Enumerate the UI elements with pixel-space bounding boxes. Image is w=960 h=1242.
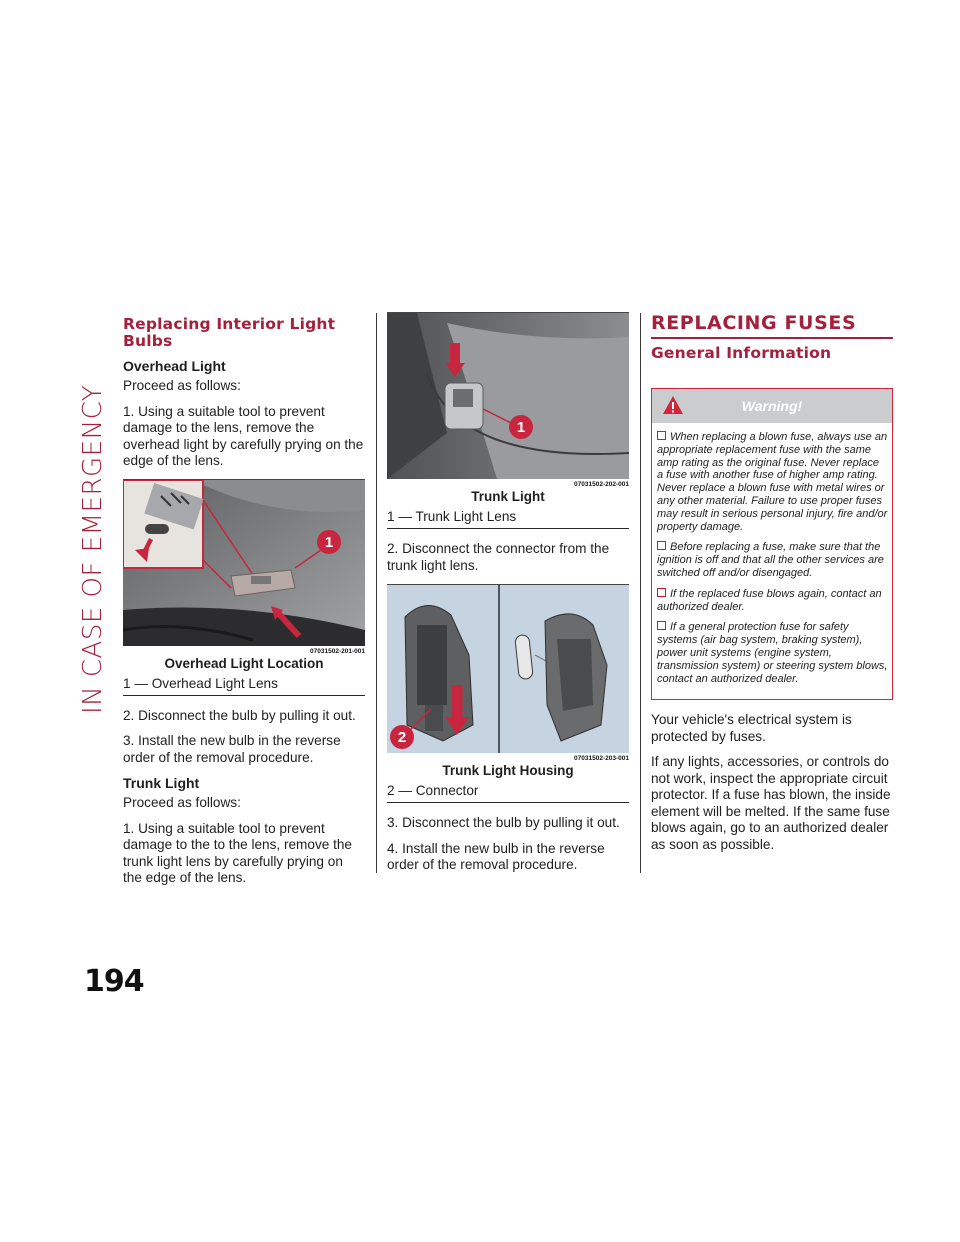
overhead-light-figure [123,479,365,646]
figure-title: Trunk Light Housing [442,763,574,778]
warning-list [652,423,892,699]
main-title: REPLACING FUSES [651,312,893,339]
warning-item [657,431,888,533]
warning-item-text: When replacing a blown fuse, always use an appropriate replacement fuse with the same amp rating as the original fuse. Never replace a fuse with another fuse of higher amp rating. Never replace a blown fuse with metal wires or any other material. Failure to use proper fuses may result in serious personal injury, fire and/or property damage. [657,431,888,533]
trunk-light-figure [387,312,629,479]
section-title: Replacing Interior Light Bulbs [123,315,336,350]
callout-number: 1 [516,419,526,436]
overhead-light-illustration [123,480,365,646]
bullet-box-icon [657,588,666,597]
figure-title: Trunk Light [471,489,545,504]
warning-item-text: If the replaced fuse blows again, contact an authorized dealer. [657,587,882,613]
figure-code: 07031502-202-001 [574,481,629,488]
sub-title: General Information [651,344,832,362]
column-3 [651,312,893,862]
warning-title: Warning! [741,398,803,414]
column-divider [376,313,377,873]
bullet-box-icon [657,541,666,550]
warning-item [657,541,888,579]
trunk-light-housing-illustration [387,585,629,753]
trunk-step-4: 4. Install the new bulb in the reverse order of the removal procedure. [387,840,605,872]
overhead-step-3: 3. Install the new bulb in the reverse order of the removal procedure. [123,733,341,765]
warning-item [657,621,888,685]
figure-code: 07031502-203-001 [574,755,629,762]
trunk-step-1: 1. Using a suitable tool to prevent damage to the to the lens, remove the trunk light lens by carefully prying on the edge of the lens. [123,820,352,885]
trunk-step-2: 2. Disconnect the connector from the trunk light lens. [387,541,610,573]
trunk-step-3: 3. Disconnect the bulb by pulling it out. [387,815,620,830]
warning-header [652,389,892,423]
figure-legend: 1 — Trunk Light Lens [387,504,629,529]
column-2 [387,312,629,883]
figure-title: Overhead Light Location [164,655,324,671]
column-1 [123,312,365,896]
overhead-heading: Overhead Light [123,358,226,374]
warning-item-text: Before replacing a fuse, make sure that the ignition is off and that all the other services are switched off and/or disengaged. [657,541,884,579]
column-divider [640,313,641,873]
overhead-step-1: 1. Using a suitable tool to prevent damage to the lens, remove the overhead light by carefully prying on the edge of the lens. [123,403,364,468]
bullet-box-icon [657,431,666,440]
figure-code: 07031502-201-001 [310,647,365,655]
figure-legend: 2 — Connector [387,778,629,803]
fuses-paragraph-1: Your vehicle's electrical system is protected by fuses. [651,712,852,744]
warning-item-text: If a general protection fuse for safety systems (air bag system, braking system), power unit systems (engine system, transmission system) or steering system blows, contact an authorized dealer. [657,621,888,685]
fuses-paragraph-2: If any lights, accessories, or controls do not work, inspect the appropriate circuit protector. If a fuse has blown, the inside element will be melted. If the same fuse blows again, go to an authorized dealer as soon as possible. [651,754,891,852]
warning-item [657,588,888,614]
trunk-light-illustration [387,313,629,479]
trunk-light-housing-figure [387,584,629,753]
page-number: 194 [84,964,144,999]
overhead-step-2: 2. Disconnect the bulb by pulling it out. [123,707,356,723]
figure-legend: 1 — Overhead Light Lens [123,671,365,696]
warning-triangle-icon [662,395,684,415]
callout-number: 2 [397,729,407,746]
trunk-intro: Proceed as follows: [123,795,241,810]
chapter-side-tab [72,312,112,732]
bullet-box-icon [657,621,666,630]
callout-number: 1 [324,533,334,551]
warning-box [651,388,893,700]
overhead-intro: Proceed as follows: [123,378,241,393]
chapter-title: IN CASE OF EMERGENCY [78,384,108,714]
trunk-heading: Trunk Light [123,775,200,791]
